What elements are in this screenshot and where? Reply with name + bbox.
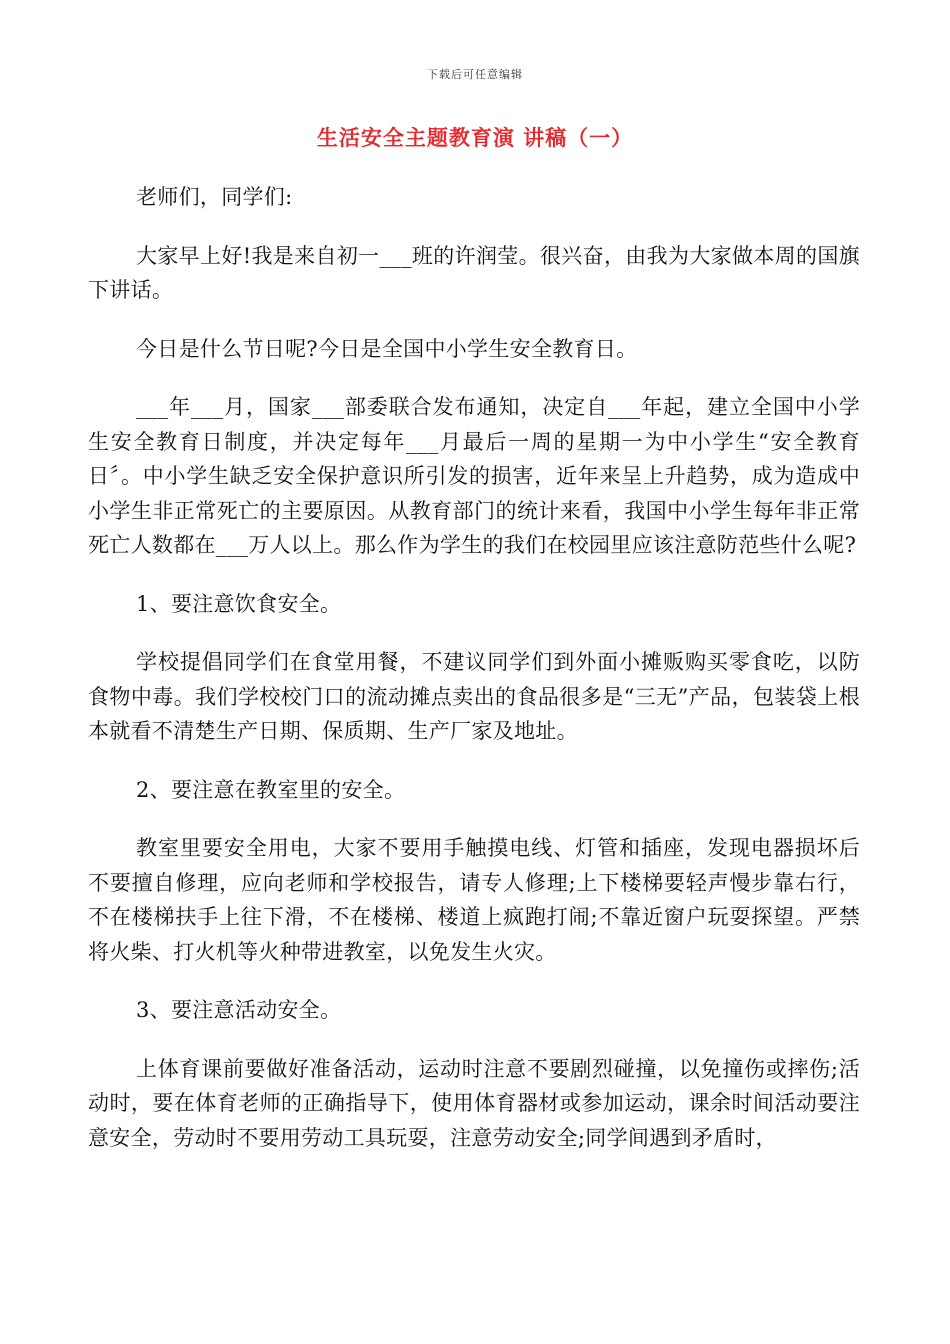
paragraph-greeting: 老师们，同学们: [136, 185, 293, 209]
paragraph: 大家早上好!我是来自初一___班的许润莹。很兴奋，由我为大家做本周的国旗下讲话。 [88, 243, 860, 302]
paragraph: ___年___月，国家___部委联合发布通知，决定自___年起，建立全国中小学生安全教育日制度，并决定每年___月最后一周的星期一为中小学生“安全教育日〞。中小学生缺乏安全保护意识所引发的损害，近年来呈上升趋势，成为造成中小学生非正常死亡的主要原因。从教育部门的统计来看，我国中小学生每年非正常死亡人数都在___万人以上。那么作为学生的我们在校园里应该注意防范些什么呢? [88, 395, 860, 557]
paragraph: 教室里要安全用电，大家不要用手触摸电线、灯管和插座，发现电器损坏后不要擅自修理，应向老师和学校报告，请专人修理;上下楼梯要轻声慢步靠右行，不在楼梯扶手上往下滑，不在楼梯、楼道上疯跑打闹;不靠近窗户玩耍探望。严禁将火柴、打火机等火种带进教室，以免发生火灾。 [88, 836, 860, 964]
paragraph: 学校提倡同学们在食堂用餐，不建议同学们到外面小摊贩购买零食吃，以防食物中毒。我们学校校门口的流动摊点卖出的食品很多是“三无”产品，包装袋上根本就看不清楚生产日期、保质期、生产厂家及地址。 [88, 650, 860, 743]
section-heading: 1、要注意饮食安全。 [136, 591, 342, 616]
section-heading: 3、要注意活动安全。 [136, 998, 342, 1022]
paragraph: 上体育课前要做好准备活动，运动时注意不要剧烈碰撞，以免撞伤或摔伤;活动时，要在体育老师的正确指导下，使用体育器材或参加运动，课余时间活动要注意安全，劳动时不要用劳动工具玩耍，注意劳动安全;同学间遇到矛盾时， [88, 1056, 860, 1150]
document-body [88, 180, 860, 1155]
paragraph: 今日是什么节日呢?今日是全国中小学生安全教育日。 [136, 336, 638, 361]
header-note: 下载后可任意编辑 [427, 68, 523, 81]
document-title: 生活安全主题教育演 讲稿（一） [316, 125, 634, 150]
section-heading: 2、要注意在教室里的安全。 [136, 777, 406, 802]
